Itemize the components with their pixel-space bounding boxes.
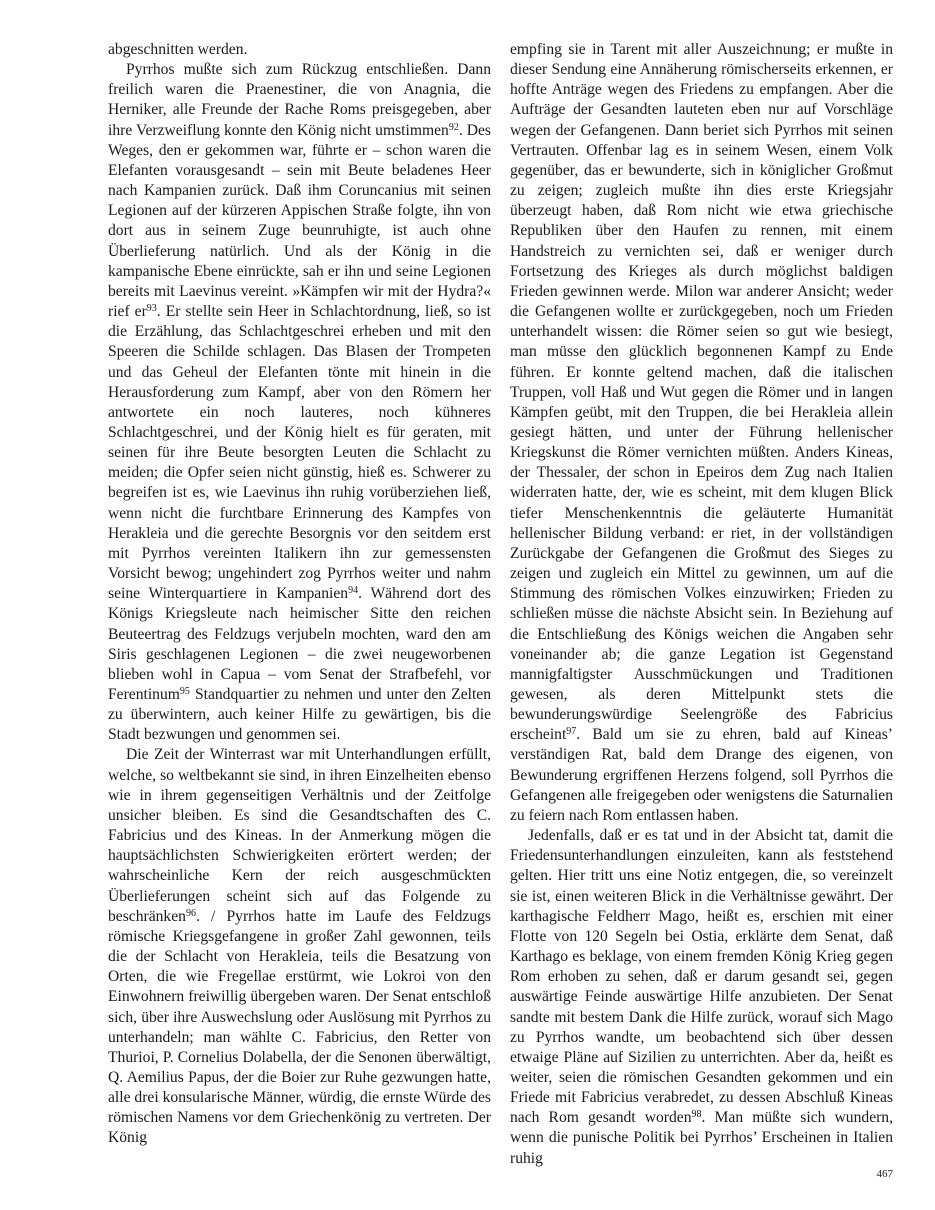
footnote-ref-92: 92 (448, 121, 459, 133)
footnote-ref-95: 95 (179, 686, 190, 697)
right-text-column (510, 40, 893, 1169)
paragraph: abgeschnitten werden. (108, 41, 248, 58)
left-text-column (108, 40, 491, 1149)
page-number: 467 (876, 1168, 893, 1180)
footnote-ref-98: 98 (691, 1109, 702, 1121)
paragraph: Jedenfalls, daß er es tat und in der Absicht tat, damit die Friedensunterhandlungen einzuleiten, kann als feststehend gelten. Hier tritt uns eine Notiz entgegen, die, so vereinzelt sie ist, einen weiteren Blick in die Verhältnisse gewährt. Der karthagische Feldherr Mago, heißt es, erschien mit einer Flotte von 120 Segeln bei Ostia, erklärte dem Senat, daß Karthago es beklage, von einem fremden König Krieg gegen Rom erhoben zu sehen, daß er darum gesandt sei, gegen auswärtige Feinde auswärtige Hilfe anzubieten. Der Senat sandte mit bestem Dank die Hilfe zurück, worauf sich Mago zu Pyrrhos wandte, um beobachtend sich über dessen etwaige Pläne auf Sizilien zu unterrichten. Aber da, heißt es weiter, seien die römischen Gesandten gekommen und ein Friede mit Fabricius verabredet, zu dessen Abschluß Kineas nach Rom gesandt worden$^{98}$. Man müßte sich wundern, wenn die punische Politik bei Pyrrhos’ Erscheinen in Italien ruhig (510, 827, 894, 1167)
footnote-ref-97: 97 (566, 726, 577, 738)
paragraph: Die Zeit der Winterrast war mit Unterhandlungen erfüllt, welche, so weltbekannt sie sind, in ihren Einzelheiten ebenso wie in ihrem gegenseitigen Verhältnis und der Zeitfolge unsicher bleiben. Es sind die Gesandtschaften des C. Fabricius und des Kineas. In der Anmerkung mögen die hauptsächlichsten Schwierigkeiten erörtert werden; der wahrscheinliche Kern der reich ausgeschmückten Überlieferungen scheint sich auf das Folgende zu beschränken$^{96}$. / Pyrrhos hatte im Laufe des Feldzugs römische Kriegsgefangene in großer Zahl gewonnen, teils die der Schlacht von Herakleia, teils die Besatzung von Orten, die wie Fregellae erstürmt, wie Lokroi von den Einwohnern freiwillig übergeben waren. Der Senat entschloß sich, über ihre Auswechslung oder Auslösung mit Pyrrhos zu unterhandeln; man wählte C. Fabricius, den Retter von Thurioi, P. Cornelius Dolabella, der die Senonen überwältigt, Q. Aemilius Papus, der die Boier zur Ruhe gezwungen hatte, alle drei konsularische Männer, würdig, die ernste Würde des römischen Namens vor dem Griechenkönig zu vertreten. Der König (108, 746, 491, 1147)
paragraph: empfing sie in Tarent mit aller Auszeichnung; er mußte in dieser Sendung eine Annäherung römischerseits erkennen, er hoffte Anträge wegen des Friedens zu empfangen. Aber die Aufträge der Gesandten lauteten eben nur auf Vorschläge wegen der Gefangenen. Dann beriet sich Pyrrhos mit seinen Vertrauten. Offenbar lag es in seinem Wesen, einem Volk gegenüber, das er bewunderte, sich in königlicher Großmut zu zeigen; zugleich mußte ihn dies erste Kriegsjahr überzeugt haben, daß Rom nicht wie etwa griechische Republiken über den Haufen zu rennen, mit einem Handstreich zu vernichten sei, daß er weniger durch Fortsetzung des Krieges als durch möglichst baldigen Frieden gewinnen werde. Milon war anderer Ansicht; weder die Gefangenen wollte er zurückgegeben, noch um Frieden unterhandelt wissen: die Römer seien so gut wie besiegt, man müsse den glücklich begonnenen Kampf zu Ende führen. Er konnte geltend machen, daß die italischen Truppen, voll Haß und Wut gegen die Römer und in langen Kämpfen geübt, mit den Truppen, die bei Herakleia allein gesiegt hätten, und unter der Führung hellenischer Kriegskunst die Römer vernichten müßten. Anders Kineas, der Thessaler, der schon in Epeiros dem Zug nach Italien widerraten hatte, der, wie es scheint, mit dem klugen Blick tiefer Menschenkenntnis die geläuterte Humanität hellenischer Bildung verband: er riet, in der vollständigen Zurückgabe der Gefangenen die Großmut des Sieges zu zeigen und zugleich ein Mittel zu gewinnen, um auf die Stimmung des römischen Volkes einzuwirken; Frieden zu schließen müsse die nächste Absicht sein. In Beziehung auf die Entschließung des Königs weichen die Angaben sehr voneinander ab; die ganze Legation ist Gegenstand mannigfaltigster Ausschmückungen und Traditionen gewesen, als deren Mittelpunkt stets die bewunderungswürdige Seelengröße des Fabricius erscheint$^{97}$. Bald um sie zu ehren, bald auf Kineas’ verständigen Rat, bald dem Drange des eigenen, von Bewunderung ergriffenen Herzens folgend, soll Pyrrhos die Gefangenen alle freigegeben oder wenigstens die Saturnalien zu feiern nach Rom entlassen haben. (510, 41, 893, 824)
footnote-ref-96: 96 (185, 907, 196, 919)
footnote-ref-94: 94 (348, 585, 359, 597)
paragraph: Pyrrhos mußte sich zum Rückzug entschließen. Dann freilich waren die Praenestiner, die von Anagnia, die Herniker, alle Freunde der Rache Roms preisgegeben, aber ihre Verzweiflung konnte den König nicht umstimmen$^{92}$. Des Weges, den er gekommen war, führte er – schon waren die Elefanten vorausgesandt – sein mit Beute beladenes Heer nach Kampanien zurück. Daß ihm Coruncanius mit seinen Legionen auf der kürzeren Appischen Straße folgte, ihn von dort aus in seinem Zuge beunruhigte, ist auch ohne Überlieferung natürlich. Und als der König in die kampanische Ebene einrückte, sah er ihn und seine Legionen bereits mit Laevinus vereint. »Kämpfen wir mit der Hydra?« rief $er^{93}$. Er stellte sein Heer in Schlachtordnung, ließ, so ist die Erzählung, das Schlachtgeschrei erheben und mit den Speeren die Schilde schlagen. Das Blasen der Trompeten und das Geheul der Elefanten tönte mit hinein in die Herausforderung zum Kampf, aber von den Römern her antwortete ein noch lauteres, noch kühneres Schlachtgeschrei, und der König hielt es für geraten, mit seinen für ihre Beute besorgten Leuten die Schlacht zu meiden; die Opfer seien nicht günstig, hieß es. Schwerer zu begreifen ist es, wie Laevinus ihn ruhig vorüberziehen ließ, wenn nicht die furchtbare Erinnerung des Kampfes von Herakleia und die gerechte Besorgnis vor den seitdem erst mit Pyrrhos vereinten Italikern ihn zur gemessensten Vorsicht bewog; ungehindert zog Pyrrhos weiter und nahm seine Winterquartiere in Kampanien$^{94}$. Während dort des Königs Kriegsleute nach heimischer Sitte den reichen Beuteertrag des Feldzugs verjubeln mochten, ward den am Siris geschlagenen Legionen – die zwei neugeworbenen blieben wohl in Capua – vom Senat der Strafbefehl, vor Ferentinum$^{95}$ Standquartier zu nehmen und unter den Zelten zu überwintern, auch keiner Hilfe zu gewärtigen, bis die Stadt bezwungen und genommen sei. (108, 61, 491, 744)
footnote-ref-93: 93 (146, 303, 157, 315)
